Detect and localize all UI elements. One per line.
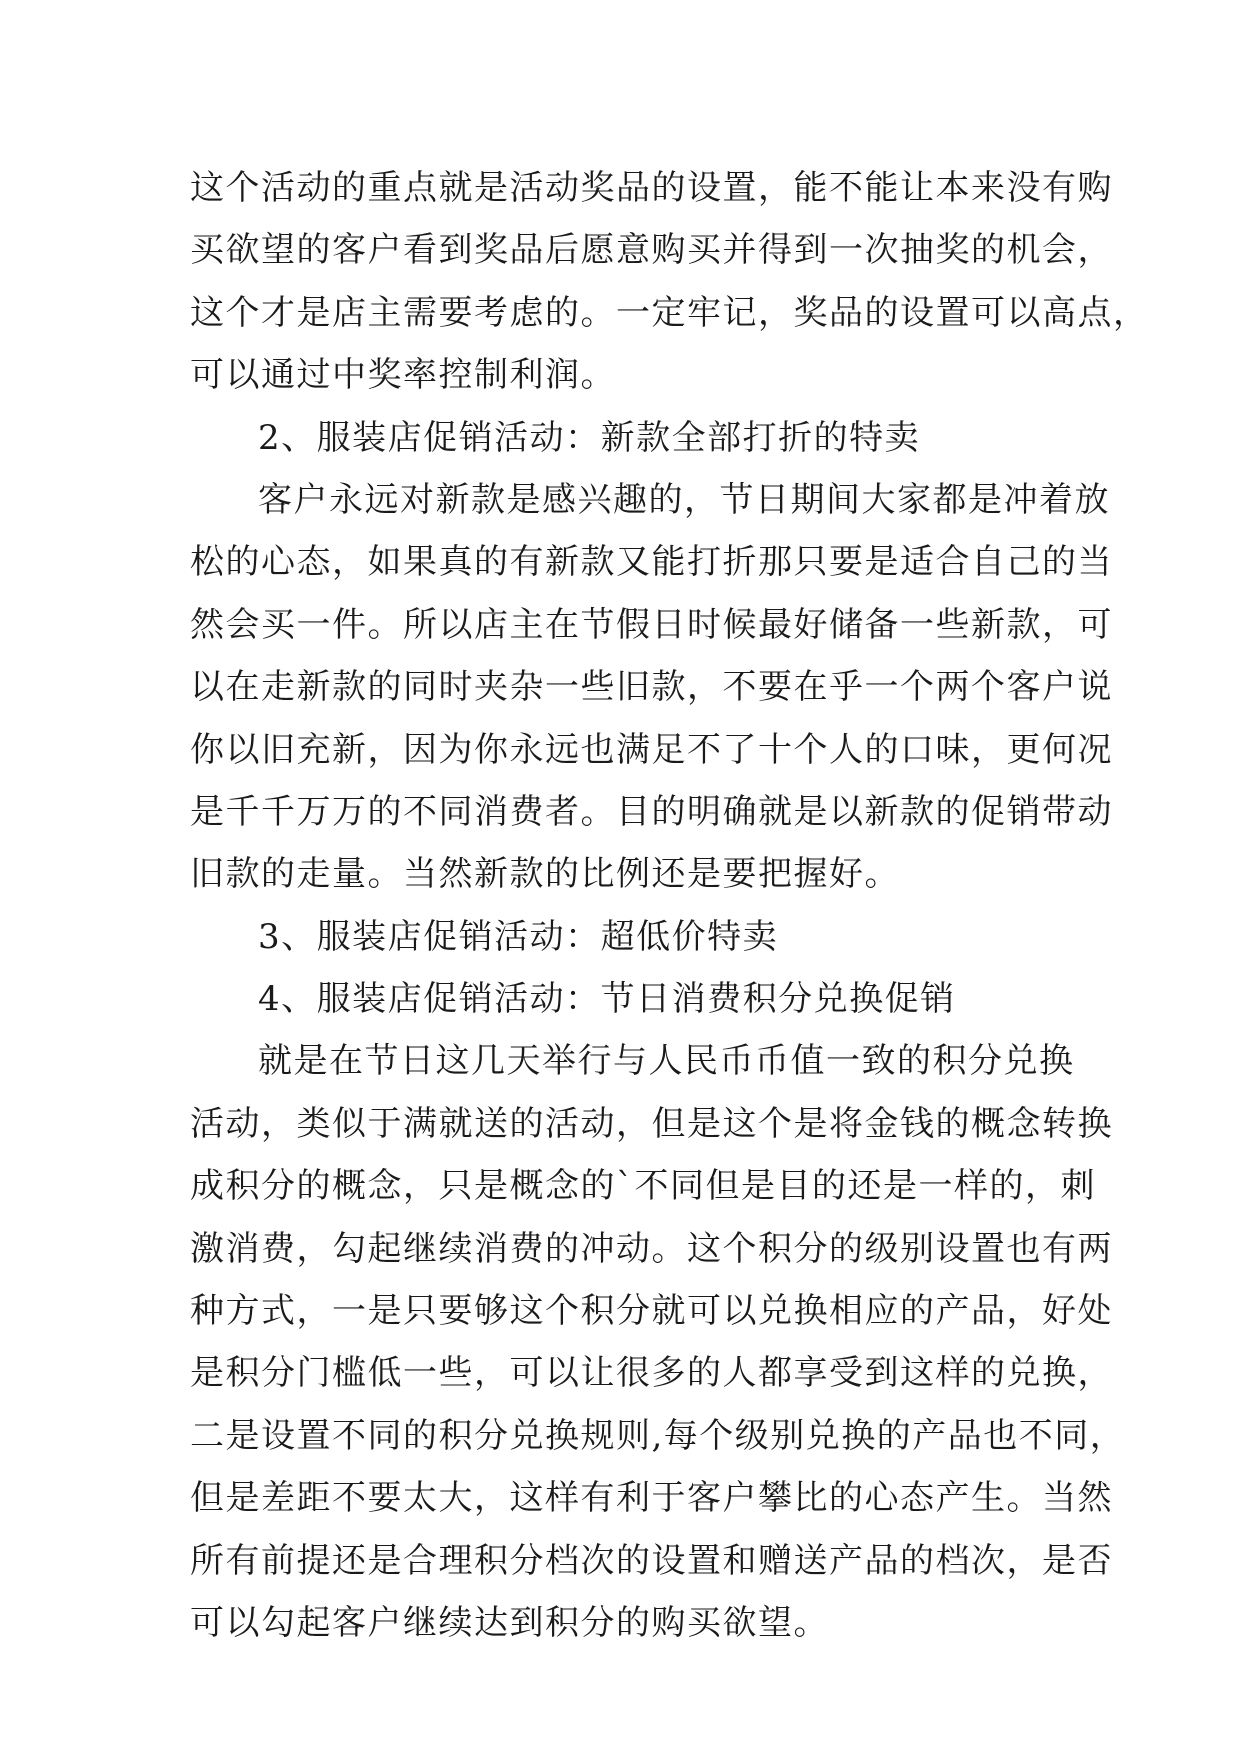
text-line: 但是差距不要太大，这样有利于客户攀比的心态产生。当然 — [190, 1478, 1113, 1519]
text-line: 成积分的概念，只是概念的`不同但是目的还是一样的，刺 — [190, 1166, 1096, 1207]
text-line: 种方式，一是只要够这个积分就可以兑换相应的产品，好处 — [190, 1291, 1113, 1332]
text-line: 活动，类似于满就送的活动，但是这个是将金钱的概念转换 — [190, 1103, 1113, 1144]
document-body — [190, 157, 1149, 1654]
text-line: 松的心态，如果真的有新款又能打折那只要是适合自己的当 — [190, 542, 1113, 583]
text-line: 以在走新款的同时夹杂一些旧款，不要在乎一个两个客户说 — [190, 667, 1113, 708]
text-line: 3、服装店促销活动：超低价特卖 — [258, 916, 779, 957]
text-line: 买欲望的客户看到奖品后愿意购买并得到一次抽奖的机会， — [190, 230, 1113, 271]
text-line: 2、服装店促销活动：新款全部打折的特卖 — [258, 417, 921, 458]
text-line: 二是设置不同的积分兑换规则,每个级别兑换的产品也不同， — [190, 1415, 1126, 1456]
text-line: 所有前提还是合理积分档次的设置和赠送产品的档次，是否 — [190, 1540, 1113, 1581]
text-line: 可以通过中奖率控制利润。 — [190, 355, 616, 396]
text-line: 这个才是店主需要考虑的。一定牢记，奖品的设置可以高点， — [190, 292, 1149, 333]
text-line: 激消费，勾起继续消费的冲动。这个积分的级别设置也有两 — [190, 1228, 1113, 1269]
text-line: 你以旧充新，因为你永远也满足不了十个人的口味，更何况 — [190, 729, 1113, 770]
text-line: 就是在节日这几天举行与人民币币值一致的积分兑换 — [258, 1041, 1075, 1082]
text-line: 旧款的走量。当然新款的比例还是要把握好。 — [190, 854, 900, 895]
text-line: 是积分门槛低一些，可以让很多的人都享受到这样的兑换， — [190, 1353, 1113, 1394]
text-line: 4、服装店促销活动：节日消费积分兑换促销 — [258, 979, 956, 1020]
text-line: 客户永远对新款是感兴趣的，节日期间大家都是冲着放 — [258, 479, 1110, 520]
text-line: 可以勾起客户继续达到积分的购买欲望。 — [190, 1602, 829, 1643]
text-line: 是千千万万的不同消费者。目的明确就是以新款的促销带动 — [190, 791, 1113, 832]
text-line: 这个活动的重点就是活动奖品的设置，能不能让本来没有购 — [190, 168, 1113, 208]
text-line: 然会买一件。所以店主在节假日时候最好储备一些新款，可 — [190, 604, 1113, 645]
